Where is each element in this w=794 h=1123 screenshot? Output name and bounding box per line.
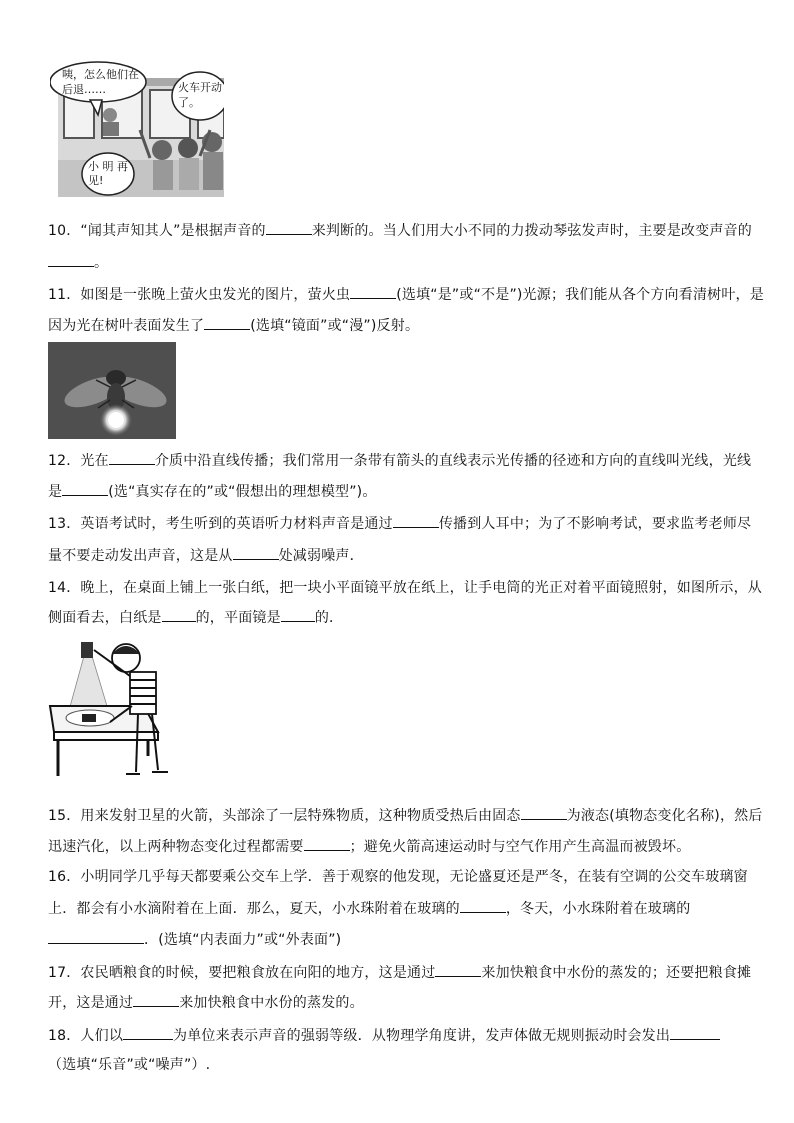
q13-text: 量不要走动发出声音，这是从: [48, 548, 233, 564]
firefly-photo: [48, 342, 176, 439]
q12-line2: [48, 481, 377, 502]
q10-text: 。: [94, 255, 109, 271]
q13-line2: [48, 545, 364, 566]
bubble-right-line: 火车开动: [178, 81, 222, 94]
bubble-bottom-line: 见!: [88, 174, 104, 187]
q10-text: 来判断的。当人们用大小不同的力拨动琴弦发声时，主要是改变声音的: [311, 223, 752, 239]
answer-blank[interactable]: [204, 315, 250, 330]
q12-line1: [48, 450, 751, 471]
q11-text: 因为光在树叶表面发生了: [48, 318, 205, 334]
q15-text: 迅速汽化，以上两种物态变化过程都需要: [48, 839, 304, 855]
answer-blank[interactable]: [460, 898, 506, 913]
answer-blank[interactable]: [266, 220, 312, 235]
q12-text: 介质中沿直线传播；我们常用一条带有箭头的直线表示光传播的径迹和方向的直线叫光线，光线: [154, 453, 752, 469]
q18-line1: [48, 1025, 720, 1046]
q11-line2: [48, 315, 419, 336]
q11-line1: [48, 284, 764, 305]
q17-text: 来加快粮食中水份的蒸发的；还要把粮食摊: [481, 965, 752, 981]
q12-text: (选“真实存在的”或“假想出的理想模型”)。: [108, 484, 377, 500]
q17-line2: [48, 992, 364, 1013]
answer-blank[interactable]: [62, 481, 108, 496]
q10-line2: [48, 252, 108, 273]
q15-text: 为液态(填物态变化名称)，然后: [566, 808, 763, 824]
q14-line1: [48, 578, 762, 598]
q14-line2: [48, 607, 343, 628]
q12-text: 12．光在: [48, 453, 109, 469]
answer-blank[interactable]: [304, 836, 350, 851]
answer-blank[interactable]: [123, 1025, 173, 1040]
q13-text: 传播到人耳中；为了不影响考试，要求监考老师尽: [438, 516, 752, 532]
q14-text: 侧面看去，白纸是: [48, 610, 162, 626]
q13-text: 13．英语考试时，考生听到的英语听力材料声音是通过: [48, 516, 393, 532]
q13-line1: [48, 513, 751, 534]
q15-line2: [48, 836, 690, 857]
q16-line2: [48, 898, 690, 919]
bubble-left-line: 后退……: [62, 83, 106, 96]
q14-text: 的．: [314, 610, 344, 626]
answer-blank[interactable]: [393, 513, 439, 528]
q16-line1: [48, 867, 748, 887]
answer-blank[interactable]: [435, 962, 481, 977]
answer-blank[interactable]: [48, 252, 94, 267]
answer-blank[interactable]: [670, 1025, 720, 1040]
q16-text: ．(选填“内表面力”或“外表面”): [144, 932, 342, 948]
answer-blank[interactable]: [48, 929, 144, 944]
q13-text: 处减弱噪声．: [278, 548, 364, 564]
q15-line1: [48, 805, 763, 826]
q17-text: 17．农民晒粮食的时候，要把粮食放在向阳的地方，这是通过: [48, 965, 436, 981]
answer-blank[interactable]: [281, 607, 315, 622]
answer-blank[interactable]: [233, 545, 279, 560]
answer-blank[interactable]: [133, 992, 179, 1007]
q11-text: (选填“是”或“不是”)光源；我们能从各个方向看清树叶，是: [396, 287, 764, 303]
answer-blank[interactable]: [350, 284, 396, 299]
q15-text: ；避免火箭高速运动时与空气作用产生高温而被毁坏。: [349, 839, 691, 855]
q17-text: 开，这是通过: [48, 995, 134, 1011]
q18-line2: [48, 1055, 210, 1075]
bubble-left-text: [62, 67, 139, 97]
q11-text: 11．如图是一张晚上萤火虫发光的图片，萤火虫: [48, 287, 351, 303]
q14-text: 的，平面镜是: [195, 610, 281, 626]
q10-text: 10．“闻其声知其人”是根据声音的: [48, 223, 266, 239]
q17-text: 来加快粮食中水份的蒸发的。: [179, 995, 364, 1011]
q17-line1: [48, 962, 751, 983]
answer-blank[interactable]: [109, 450, 155, 465]
q11-text: (选填“镜面”或“漫”)反射。: [250, 318, 420, 334]
answer-blank[interactable]: [162, 607, 196, 622]
q12-text: 是: [48, 484, 63, 500]
train-scene-figure: [50, 60, 224, 197]
q15-text: 15．用来发射卫星的火箭，头部涂了一层特殊物质，这种物质受热后由固态: [48, 808, 521, 824]
q18-text: 18．人们以: [48, 1028, 124, 1044]
bubble-right-text: [178, 80, 222, 110]
q16-line3: [48, 929, 341, 950]
flashlight-mirror-figure: [48, 636, 176, 783]
bubble-right-line: 了。: [178, 96, 200, 109]
q16-text: ，冬天，小水珠附着在玻璃的: [505, 901, 691, 917]
q10-line1: [48, 220, 752, 241]
q18-text: 为单位来表示声音的强弱等级．从物理学角度讲，发声体做无规则振动时会发出: [173, 1028, 671, 1044]
bubble-bottom-text: [88, 160, 128, 188]
bubble-left-line: 咦，怎么他们在: [62, 68, 139, 81]
q16-text: 上．都会有小水滴附着在上面．那么，夏天，小水珠附着在玻璃的: [48, 901, 460, 917]
answer-blank[interactable]: [521, 805, 567, 820]
q18-text: （选填“乐音”或“噪声”）.: [48, 1057, 211, 1073]
bubble-bottom-line: 小 明 再: [88, 160, 128, 173]
q14-text: 14．晚上，在桌面上铺上一张白纸，把一块小平面镜平放在纸上，让手电筒的光正对着平面镜照射，如图所示，从: [48, 580, 763, 596]
q16-text: 16．小明同学几乎每天都要乘公交车上学．善于观察的他发现，无论盛夏还是严冬，在装有空调的公交车玻璃窗: [48, 869, 748, 885]
